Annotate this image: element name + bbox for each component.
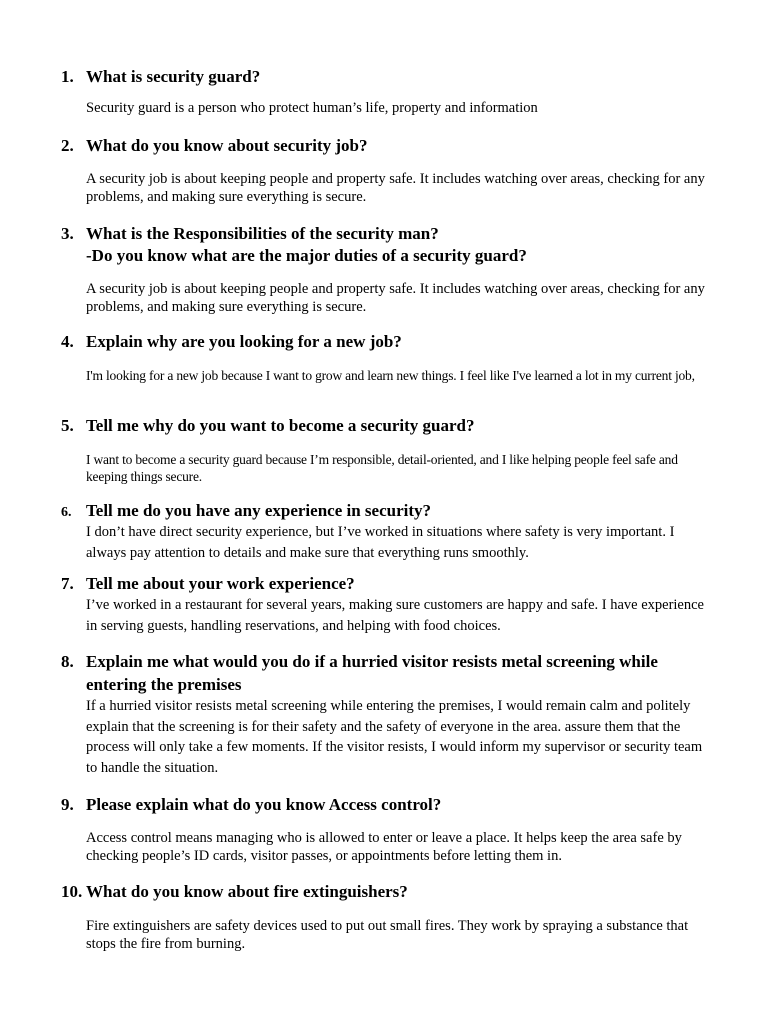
question-number: 9. [61,795,74,814]
question-text: Explain why are you looking for a new job? [86,332,402,351]
question-text: What is the Responsibilities of the security man? [86,224,439,243]
answer-6: I don’t have direct security experience, but I’ve worked in situations where safety is very important. I always pay attention to details and make sure that everything runs smoothly. [86,524,675,561]
question-2 [0,135,768,157]
question-number: 1. [61,67,74,86]
question-number: 3. [61,224,74,243]
question-text: What do you know about security job? [86,136,368,155]
qa-item-9 [0,794,768,865]
qa-item-8 [0,650,768,778]
qa-item-7 [0,573,768,636]
answer-8: If a hurried visitor resists metal screening while entering the premises, I would remain calm and politely explain that the screening is for their safety and the safety of everyone in the area. assure them that the process will only take a few moments. If the visitor resists, I would inform my supervisor or security team to handle the situation. [86,698,703,776]
question-text: Please explain what do you know Access control? [86,795,442,814]
question-text: Tell me about your work experience? [86,574,355,593]
question-number: 5. [61,416,74,435]
answer-9: Access control means managing who is allowed to enter or leave a place. It helps keep the area safe by checking people’s ID cards, visitor passes, or appointments before letting them in. [86,830,682,864]
question-text: Tell me do you have any experience in security? [86,501,432,520]
question-text: Tell me why do you want to become a security guard? [86,416,475,435]
question-text: What is security guard? [86,67,261,86]
qa-item-3 [0,223,768,316]
answer-10: Fire extinguishers are safety devices used to put out small fires. They work by spraying a substance that stops the fire from burning. [86,918,689,952]
question-number: 2. [61,136,74,155]
answer-2: A security job is about keeping people and property safe. It includes watching over areas, checking for any problems, and making sure everything is secure. [86,171,705,205]
question-6 [0,500,768,522]
answer-3: A security job is about keeping people and property safe. It includes watching over areas, checking for any problems, and making sure everything is secure. [86,281,705,315]
question-10 [0,881,768,903]
qa-item-10 [0,881,768,953]
question-7 [0,573,768,595]
answer-1: Security guard is a person who protect human’s life, property and information [86,100,538,116]
qa-item-6 [0,500,768,563]
question-number: 6. [61,505,72,520]
question-8 [0,650,768,696]
question-9 [0,794,768,816]
question-number: 4. [61,332,74,351]
question-text: Explain me what would you do if a hurried visitor resists metal screening while entering the premises [86,652,658,694]
answer-4: I'm looking for a new job because I want to grow and learn new things. I feel like I've learned a lot in my current job, [86,368,695,383]
question-subtext: -Do you know what are the major duties of a security guard? [86,246,527,265]
question-number: 7. [61,574,74,593]
question-1 [0,66,768,88]
qa-item-2 [0,135,768,206]
question-text: What do you know about fire extinguishers? [86,882,408,901]
question-number: 10. [61,882,83,901]
question-3 [0,223,768,267]
answer-5: I want to become a security guard because I’m responsible, detail-oriented, and I like helping people feel safe and keeping things secure. [86,452,678,484]
qa-item-4 [0,331,768,384]
qa-item-5 [0,415,768,485]
question-4 [0,331,768,353]
answer-7: I’ve worked in a restaurant for several years, making sure customers are happy and safe. I have experience in serving guests, handling reservations, and helping with food choices. [86,597,704,634]
qa-item-1 [0,66,768,118]
question-number: 8. [61,652,74,671]
question-5 [0,415,768,437]
